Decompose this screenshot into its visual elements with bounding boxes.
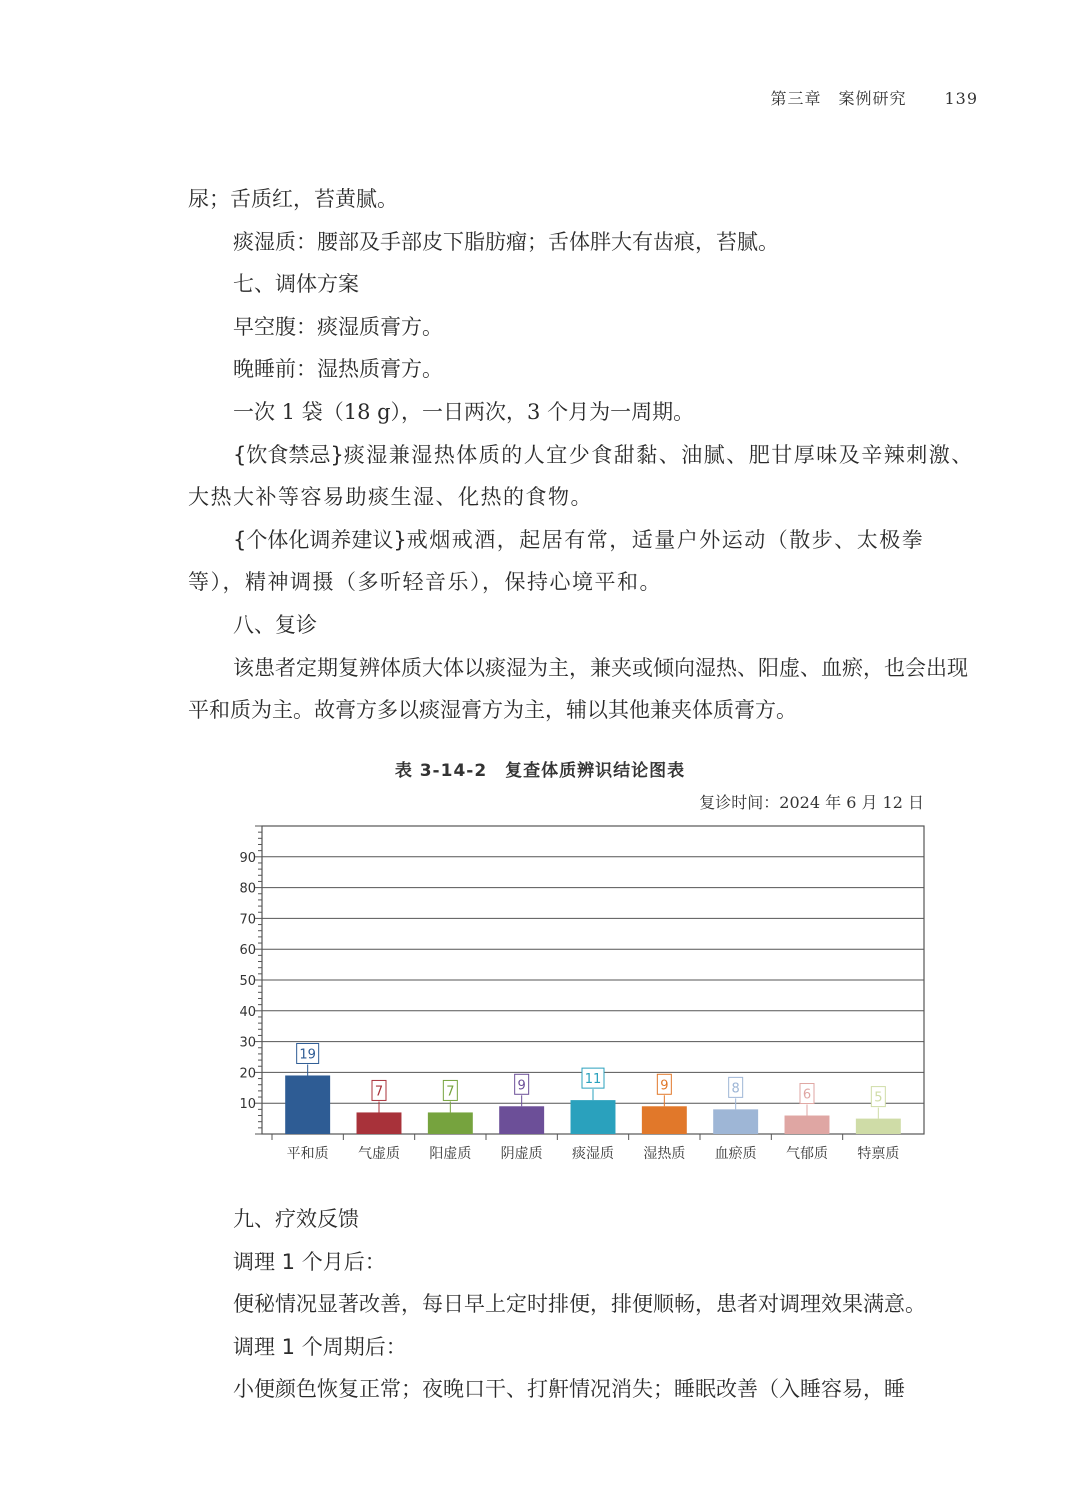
y-tick-label: 20 (239, 1066, 256, 1082)
paragraph-text: 尿；舌质红，苔黄腻。 (188, 187, 398, 211)
bar-气虚质 (357, 1112, 402, 1134)
x-tick-label: 特禀质 (857, 1146, 900, 1162)
y-tick-label: 40 (239, 1004, 256, 1020)
paragraph-text: 痰湿兼湿热体质的人宜少食甜黏、油腻、肥甘厚味及辛辣刺激、大热大补等容易助痰生湿、化热的食物。 (188, 442, 974, 510)
revisit-time: 复诊时间：2024 年 6 月 12 日 (699, 793, 924, 812)
bar-平和质 (285, 1075, 330, 1134)
chapter-title: 第三章 案例研究 (770, 89, 907, 108)
body-text (188, 178, 978, 732)
data-label-气虚质: 7 (374, 1084, 384, 1100)
paragraph-label: {饮食禁忌} (233, 442, 344, 467)
section-heading-8: 八、复诊 (233, 612, 317, 637)
y-tick-label: 90 (239, 850, 256, 866)
y-tick-label: 10 (239, 1097, 256, 1113)
running-head (770, 86, 978, 109)
x-tick-label: 痰湿质 (572, 1146, 614, 1162)
subheading-1-month: 调理 1 个月后： (233, 1249, 386, 1274)
bar-湿热质 (642, 1106, 687, 1134)
caption-title: 复查体质辨识结论图表 (505, 761, 686, 781)
paragraph-text: 腰部及手部皮下脂肪瘤；舌体胖大有齿痕，苔腻。 (317, 229, 779, 254)
paragraph-label: 早空腹： (233, 314, 317, 339)
bar-阳虚质 (428, 1112, 473, 1134)
x-tick-label: 气虚质 (358, 1146, 400, 1162)
bar-血瘀质 (713, 1109, 758, 1134)
paragraph-1-cycle: 小便颜色恢复正常；夜晚口干、打鼾情况消失；睡眠改善（入睡容易，睡 (233, 1377, 905, 1402)
paragraph-label: {个体化调养建议} (233, 527, 407, 552)
data-label-特禀质: 5 (874, 1090, 883, 1106)
section-heading-9: 九、疗效反馈 (233, 1207, 359, 1231)
paragraph-revisit-summary: 该患者定期复辨体质大体以痰湿为主，兼夹或倾向湿热、阳虚、血瘀，也会出现平和质为主。故膏方多以痰湿膏方为主，辅以其他兼夹体质膏方。 (188, 655, 968, 723)
paragraph-phlegm-damp (188, 221, 978, 264)
paragraph-diet-taboo (188, 434, 978, 519)
subheading-1-cycle: 调理 1 个周期后： (233, 1334, 407, 1359)
bar-阴虚质 (499, 1106, 544, 1134)
paragraph-text: 戒烟戒酒，起居有常，适量户外运动（散步、太极拳等），精神调摄（多听轻音乐），保持心境平和。 (188, 527, 925, 595)
data-label-湿热质: 9 (660, 1078, 669, 1094)
data-label-气郁质: 6 (802, 1087, 812, 1103)
bar-气郁质 (785, 1116, 830, 1134)
paragraph-1-month: 便秘情况显著改善，每日早上定时排便，排便顺畅，患者对调理效果满意。 (233, 1292, 926, 1317)
data-label-血瘀质: 8 (731, 1081, 740, 1097)
paragraph-morning (188, 306, 978, 349)
paragraph-advice (188, 519, 978, 604)
x-tick-label: 湿热质 (643, 1146, 686, 1162)
paragraph-urine-tongue (188, 178, 978, 221)
paragraph-dosage: 一次 1 袋（18 g），一日两次，3 个月为一周期。 (233, 399, 695, 424)
x-tick-label: 阴虚质 (500, 1146, 543, 1162)
x-tick-label: 气郁质 (786, 1146, 828, 1162)
bar-特禀质 (856, 1119, 901, 1134)
x-tick-label: 平和质 (286, 1146, 329, 1162)
y-tick-label: 30 (239, 1035, 256, 1051)
data-label-阴虚质: 9 (517, 1078, 526, 1094)
data-label-阳虚质: 7 (446, 1084, 455, 1100)
x-tick-label: 血瘀质 (714, 1146, 757, 1162)
lower-text (188, 1198, 978, 1411)
y-tick-label: 50 (239, 974, 256, 989)
section-heading-7: 七、调体方案 (233, 272, 359, 297)
y-tick-label: 60 (239, 943, 256, 959)
bar-痰湿质 (571, 1100, 616, 1134)
page-number: 139 (944, 89, 978, 108)
data-label-平和质: 19 (299, 1047, 316, 1063)
y-tick-label: 70 (239, 912, 256, 928)
x-tick-label: 阳虚质 (429, 1146, 472, 1162)
paragraph-night (188, 348, 978, 391)
paragraph-text: 湿热质膏方。 (317, 357, 443, 382)
data-label-痰湿质: 11 (584, 1072, 602, 1088)
paragraph-label: 晚睡前： (233, 357, 317, 382)
paragraph-text: 痰湿质膏方。 (317, 314, 443, 339)
table-caption (0, 756, 1080, 781)
paragraph-label: 痰湿质： (233, 229, 317, 254)
caption-number: 表 3-14-2 (394, 761, 488, 781)
constitution-bar-chart (222, 820, 934, 1170)
y-tick-label: 80 (239, 881, 256, 897)
